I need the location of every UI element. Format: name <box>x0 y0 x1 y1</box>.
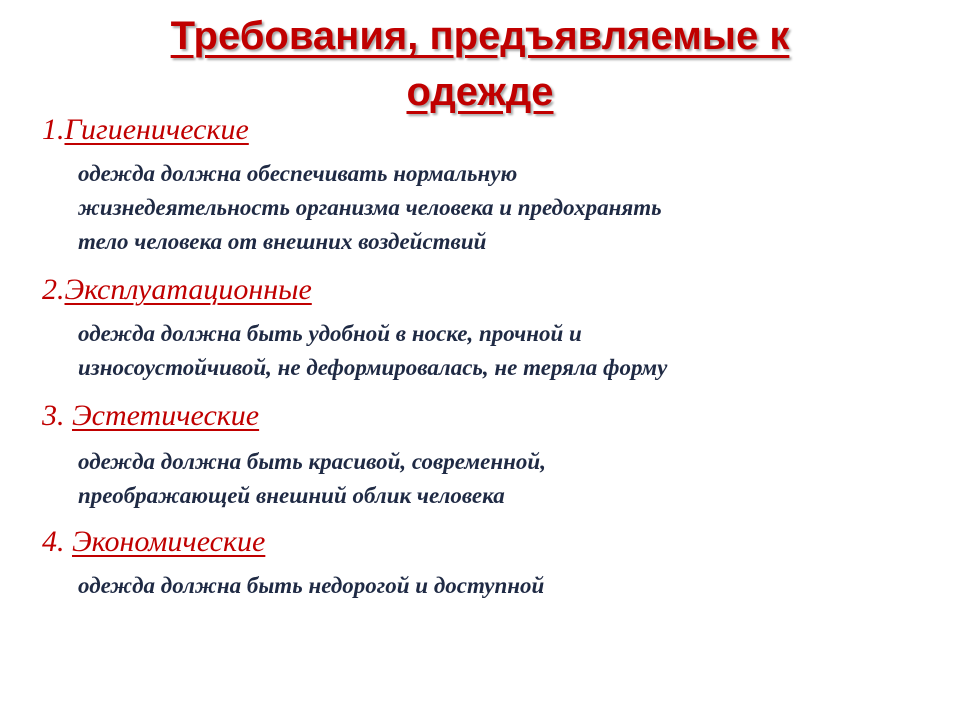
requirement-heading-3 <box>42 398 259 434</box>
requirement-name: Эксплуатационные <box>64 273 312 306</box>
requirement-description-line: тело человека от внешних воздействий <box>78 229 487 254</box>
requirement-heading-2 <box>42 272 312 308</box>
requirement-heading-1 <box>42 112 249 148</box>
requirement-description-line: одежда должна обеспечивать нормальную <box>78 161 518 186</box>
slide-title-line-2 <box>0 66 960 118</box>
requirement-description-line: одежда должна быть удобной в носке, прочной и <box>78 321 582 346</box>
requirement-number: 1. <box>42 113 65 146</box>
requirement-name: Гигиенические <box>64 113 249 146</box>
requirement-description-line: одежда должна быть красивой, современной, <box>78 449 546 474</box>
requirement-name: Экономические <box>72 525 266 558</box>
requirement-description-line: одежда должна быть недорогой и доступной <box>78 573 545 598</box>
requirement-number: 2. <box>42 273 65 306</box>
requirement-description-line: износоустойчивой, не деформировалась, не теряла форму <box>78 355 668 380</box>
requirement-heading-4 <box>42 524 265 560</box>
requirement-description-line: преображающей внешний облик человека <box>78 483 505 508</box>
slide-title-line-1 <box>0 10 960 62</box>
requirement-number: 4. <box>42 525 72 558</box>
requirement-number: 3. <box>42 399 72 432</box>
slide-title-text-1: Требования, предъявляемые к <box>170 14 790 58</box>
requirement-name: Эстетические <box>72 399 260 432</box>
slide-title-text-2: одежде <box>406 70 554 114</box>
requirement-description-line: жизнедеятельность организма человека и предохранять <box>78 195 662 220</box>
